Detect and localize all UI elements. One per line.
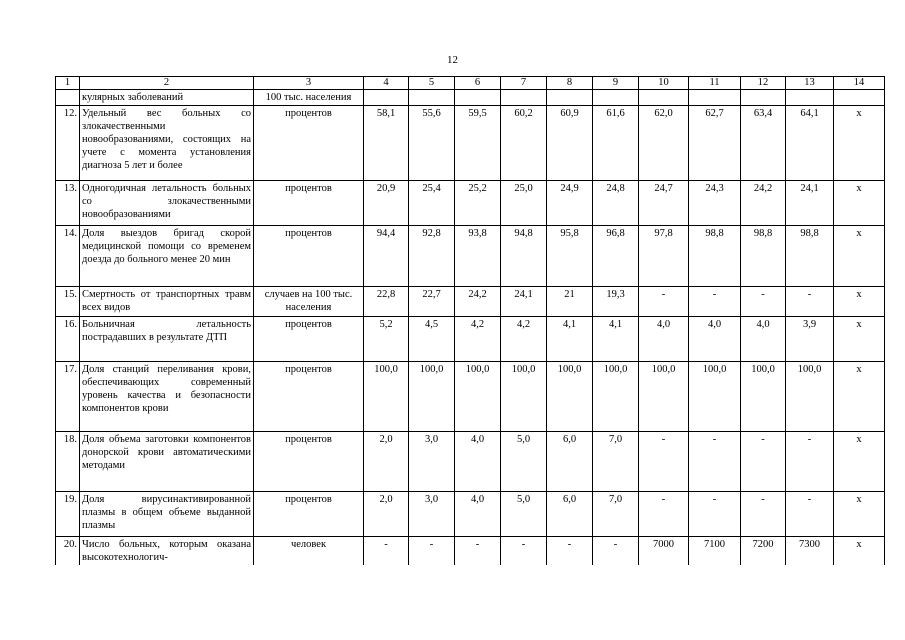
value-cell: - <box>593 537 639 566</box>
page-number: 12 <box>447 54 458 66</box>
final-column-cell: х <box>834 317 885 362</box>
value-cell: 7100 <box>689 537 741 566</box>
value-cell: 24,8 <box>593 181 639 226</box>
unit-of-measure: процентов <box>254 181 364 226</box>
value-cell: 92,8 <box>409 226 455 287</box>
value-cell <box>689 90 741 106</box>
row-number: 18. <box>56 432 80 492</box>
value-cell: 6,0 <box>547 492 593 537</box>
indicator-name: Смертность от транспортных травм всех видов <box>80 287 254 317</box>
value-cell <box>364 90 409 106</box>
value-cell: 7,0 <box>593 492 639 537</box>
value-cell: 2,0 <box>364 492 409 537</box>
final-column-cell <box>834 90 885 106</box>
value-cell: 55,6 <box>409 106 455 181</box>
unit-of-measure: процентов <box>254 362 364 432</box>
value-cell: - <box>786 432 834 492</box>
value-cell: - <box>501 537 547 566</box>
value-cell <box>501 90 547 106</box>
value-cell <box>409 90 455 106</box>
value-cell: 64,1 <box>786 106 834 181</box>
table-row <box>56 181 885 226</box>
final-column-cell: х <box>834 106 885 181</box>
value-cell: 24,1 <box>786 181 834 226</box>
unit-of-measure: процентов <box>254 432 364 492</box>
value-cell: 19,3 <box>593 287 639 317</box>
value-cell: 24,2 <box>455 287 501 317</box>
value-cell: 97,8 <box>639 226 689 287</box>
value-cell <box>547 90 593 106</box>
table-row <box>56 492 885 537</box>
value-cell: 22,7 <box>409 287 455 317</box>
value-cell: 58,1 <box>364 106 409 181</box>
column-number-7: 7 <box>501 77 547 90</box>
row-number: 19. <box>56 492 80 537</box>
value-cell: 4,2 <box>501 317 547 362</box>
indicator-name: Доля вирусинактивированной плазмы в общем объеме выданной плазмы <box>80 492 254 537</box>
value-cell: - <box>639 432 689 492</box>
table-row <box>56 317 885 362</box>
value-cell: - <box>786 287 834 317</box>
column-number-6: 6 <box>455 77 501 90</box>
value-cell: 95,8 <box>547 226 593 287</box>
value-cell <box>639 90 689 106</box>
unit-of-measure: 100 тыс. населения <box>254 90 364 106</box>
value-cell: 5,2 <box>364 317 409 362</box>
final-column-cell: х <box>834 226 885 287</box>
value-cell: 98,8 <box>786 226 834 287</box>
value-cell: - <box>741 432 786 492</box>
table-row-continuation <box>56 90 885 106</box>
indicator-name: Одногодичная летальность больных со злокачественными новообразованиями <box>80 181 254 226</box>
value-cell <box>786 90 834 106</box>
value-cell: 100,0 <box>547 362 593 432</box>
final-column-cell: х <box>834 181 885 226</box>
column-number-9: 9 <box>593 77 639 90</box>
indicator-name: Больничная летальность пострадавших в результате ДТП <box>80 317 254 362</box>
value-cell: 62,0 <box>639 106 689 181</box>
value-cell: - <box>547 537 593 566</box>
value-cell: - <box>455 537 501 566</box>
value-cell: - <box>409 537 455 566</box>
value-cell: 60,2 <box>501 106 547 181</box>
table-row <box>56 287 885 317</box>
value-cell: 4,0 <box>741 317 786 362</box>
value-cell: - <box>639 492 689 537</box>
column-number-3: 3 <box>254 77 364 90</box>
row-number: 20. <box>56 537 80 566</box>
value-cell: 4,2 <box>455 317 501 362</box>
row-number: 15. <box>56 287 80 317</box>
value-cell: 24,2 <box>741 181 786 226</box>
row-number <box>56 90 80 106</box>
value-cell: 5,0 <box>501 432 547 492</box>
indicator-name: Удельный вес больных со злокачественными новообразованиями, состоящих на учете с момента установления диагноза 5 лет и более <box>80 106 254 181</box>
value-cell: 100,0 <box>786 362 834 432</box>
value-cell: 4,1 <box>547 317 593 362</box>
final-column-cell: х <box>834 362 885 432</box>
value-cell: 5,0 <box>501 492 547 537</box>
value-cell: 62,7 <box>689 106 741 181</box>
value-cell: 4,0 <box>455 492 501 537</box>
row-number: 16. <box>56 317 80 362</box>
value-cell: 25,4 <box>409 181 455 226</box>
column-number-4: 4 <box>364 77 409 90</box>
row-number: 12. <box>56 106 80 181</box>
column-number-13: 13 <box>786 77 834 90</box>
value-cell: 21 <box>547 287 593 317</box>
value-cell: - <box>741 492 786 537</box>
value-cell: 100,0 <box>689 362 741 432</box>
value-cell: 3,0 <box>409 432 455 492</box>
unit-of-measure: процентов <box>254 492 364 537</box>
value-cell: 7,0 <box>593 432 639 492</box>
indicator-name: Число больных, которым оказана высокотехнологич- <box>80 537 254 566</box>
value-cell: 25,0 <box>501 181 547 226</box>
value-cell: 100,0 <box>501 362 547 432</box>
column-number-header <box>56 77 885 90</box>
value-cell: 22,8 <box>364 287 409 317</box>
value-cell: 60,9 <box>547 106 593 181</box>
value-cell: 3,9 <box>786 317 834 362</box>
value-cell: - <box>364 537 409 566</box>
value-cell: 4,0 <box>455 432 501 492</box>
value-cell: 100,0 <box>593 362 639 432</box>
value-cell: 25,2 <box>455 181 501 226</box>
value-cell: 24,3 <box>689 181 741 226</box>
value-cell <box>455 90 501 106</box>
indicator-name: кулярных заболеваний <box>80 90 254 106</box>
value-cell: 63,4 <box>741 106 786 181</box>
table-row <box>56 106 885 181</box>
value-cell: 24,1 <box>501 287 547 317</box>
value-cell: 24,7 <box>639 181 689 226</box>
value-cell: 61,6 <box>593 106 639 181</box>
value-cell: 100,0 <box>364 362 409 432</box>
indicators-table <box>55 76 885 565</box>
value-cell: 100,0 <box>741 362 786 432</box>
value-cell: 96,8 <box>593 226 639 287</box>
column-number-10: 10 <box>639 77 689 90</box>
unit-of-measure: процентов <box>254 317 364 362</box>
column-number-11: 11 <box>689 77 741 90</box>
table-row <box>56 226 885 287</box>
column-number-12: 12 <box>741 77 786 90</box>
unit-of-measure: процентов <box>254 106 364 181</box>
column-number-14: 14 <box>834 77 885 90</box>
value-cell: 98,8 <box>741 226 786 287</box>
value-cell: - <box>689 287 741 317</box>
final-column-cell: х <box>834 492 885 537</box>
final-column-cell: х <box>834 537 885 566</box>
value-cell: - <box>689 492 741 537</box>
value-cell: - <box>741 287 786 317</box>
value-cell: 7000 <box>639 537 689 566</box>
value-cell: 100,0 <box>455 362 501 432</box>
row-number: 14. <box>56 226 80 287</box>
table-row <box>56 537 885 566</box>
row-number: 17. <box>56 362 80 432</box>
value-cell: 7300 <box>786 537 834 566</box>
value-cell: - <box>786 492 834 537</box>
value-cell: 20,9 <box>364 181 409 226</box>
value-cell <box>593 90 639 106</box>
column-number-8: 8 <box>547 77 593 90</box>
table-row <box>56 362 885 432</box>
value-cell: 94,8 <box>501 226 547 287</box>
value-cell: 3,0 <box>409 492 455 537</box>
value-cell: 100,0 <box>409 362 455 432</box>
column-number-1: 1 <box>56 77 80 90</box>
value-cell: 59,5 <box>455 106 501 181</box>
final-column-cell: х <box>834 287 885 317</box>
value-cell: 4,0 <box>639 317 689 362</box>
unit-of-measure: процентов <box>254 226 364 287</box>
row-number: 13. <box>56 181 80 226</box>
column-number-5: 5 <box>409 77 455 90</box>
value-cell: 98,8 <box>689 226 741 287</box>
value-cell: 4,0 <box>689 317 741 362</box>
value-cell: 4,1 <box>593 317 639 362</box>
value-cell: 94,4 <box>364 226 409 287</box>
value-cell: 4,5 <box>409 317 455 362</box>
unit-of-measure: человек <box>254 537 364 566</box>
final-column-cell: х <box>834 432 885 492</box>
table-row <box>56 432 885 492</box>
value-cell: 93,8 <box>455 226 501 287</box>
value-cell: 100,0 <box>639 362 689 432</box>
indicator-name: Доля выездов бригад скорой медицинской помощи со временем доезда до больного менее 20 мин <box>80 226 254 287</box>
unit-of-measure: случаев на 100 тыс. населения <box>254 287 364 317</box>
value-cell: 7200 <box>741 537 786 566</box>
value-cell <box>741 90 786 106</box>
value-cell: 2,0 <box>364 432 409 492</box>
value-cell: - <box>689 432 741 492</box>
value-cell: 24,9 <box>547 181 593 226</box>
indicator-name: Доля станций переливания крови, обеспечивающих современный уровень качества и безопасности компонентов крови <box>80 362 254 432</box>
column-number-2: 2 <box>80 77 254 90</box>
value-cell: 6,0 <box>547 432 593 492</box>
indicator-name: Доля объема заготовки компонентов донорской крови автоматическими методами <box>80 432 254 492</box>
value-cell: - <box>639 287 689 317</box>
